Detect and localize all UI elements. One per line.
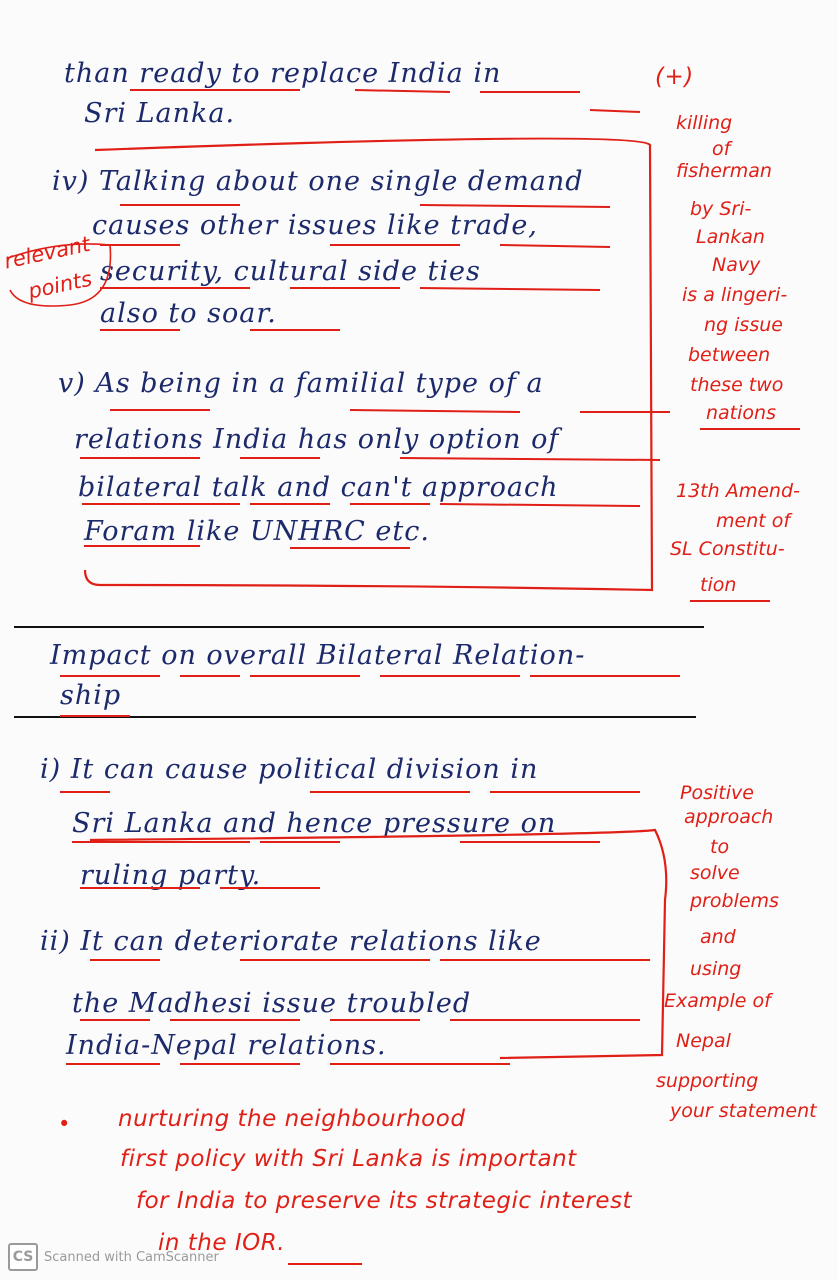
right-note-1: these two <box>690 374 784 396</box>
right-note-2: 13th Amend- <box>676 480 800 502</box>
text-line: than ready to replace India in <box>64 58 502 89</box>
right-note-2: ment of <box>716 510 791 532</box>
right-note-3: to <box>710 836 730 858</box>
right-note-3: solve <box>690 862 740 884</box>
watermark-text: Scanned with CamScanner <box>44 1249 219 1265</box>
right-note-1: fisherman <box>676 160 772 182</box>
right-note-3: and <box>700 926 736 948</box>
impact-point-line: the Madhesi issue troubled <box>72 988 472 1019</box>
right-note-1: nations <box>706 402 776 424</box>
right-note-1: of <box>712 138 731 160</box>
right-note-1: Lankan <box>696 226 765 248</box>
point-v-line: v) As being in a familial type of a <box>58 368 544 399</box>
section-heading: Impact on overall Bilateral Relation- <box>50 640 586 671</box>
right-note-3: approach <box>684 806 774 828</box>
section-heading: ship <box>60 680 122 711</box>
red-note-loop <box>8 244 111 306</box>
left-margin-note: relevant <box>2 231 93 274</box>
right-note-1: is a lingeri- <box>682 284 788 306</box>
camscanner-logo: CS <box>8 1243 38 1271</box>
right-note-3: using <box>690 958 742 980</box>
point-v-line: bilateral talk and can't approach <box>78 472 559 503</box>
point-iv-line: security, cultural side ties <box>100 256 481 287</box>
red-underlines <box>60 90 680 1264</box>
footer-note-line: in the IOR. <box>158 1230 286 1256</box>
footer-note-line: first policy with Sri Lanka is important <box>120 1146 577 1172</box>
point-v-line: relations India has only option of <box>74 424 560 455</box>
right-note-1: by Sri- <box>690 198 752 220</box>
plus-mark: (+) <box>655 64 694 90</box>
point-iv-line: causes other issues like trade, <box>92 210 538 241</box>
right-note-2: tion <box>700 574 737 596</box>
point-iv-line: also to soar. <box>100 298 277 329</box>
right-note-1: Navy <box>712 254 761 276</box>
impact-point-line: India-Nepal relations. <box>66 1030 387 1061</box>
right-note-3: Positive <box>680 782 754 804</box>
right-note-3: Nepal <box>676 1030 731 1052</box>
right-note-3: supporting <box>656 1070 759 1092</box>
red-bracket <box>90 830 666 1058</box>
impact-point-line: ruling party. <box>80 860 262 891</box>
footer-note-line: for India to preserve its strategic interest <box>136 1188 633 1214</box>
right-note-1: between <box>688 344 771 366</box>
right-note-3: Example of <box>664 990 771 1012</box>
right-note-3: problems <box>690 890 779 912</box>
left-margin-note: points <box>26 266 95 304</box>
right-note-2: SL Constitu- <box>670 538 785 560</box>
right-note-1: killing <box>676 112 733 134</box>
impact-point-line: i) It can cause political division in <box>40 754 539 785</box>
impact-point-line: Sri Lanka and hence pressure on <box>72 808 557 839</box>
point-v-line: Foram like UNHRC etc. <box>84 516 430 547</box>
right-note-1: ng issue <box>704 314 783 336</box>
right-note-3: your statement <box>670 1100 817 1122</box>
footer-note-line: nurturing the neighbourhood <box>118 1106 466 1132</box>
point-iv-line: iv) Talking about one single demand <box>52 166 584 197</box>
camscanner-watermark <box>8 1242 219 1272</box>
bullet-dot: • <box>58 1112 71 1136</box>
impact-point-line: ii) It can deteriorate relations like <box>40 926 542 957</box>
text-line: Sri Lanka. <box>84 98 236 129</box>
